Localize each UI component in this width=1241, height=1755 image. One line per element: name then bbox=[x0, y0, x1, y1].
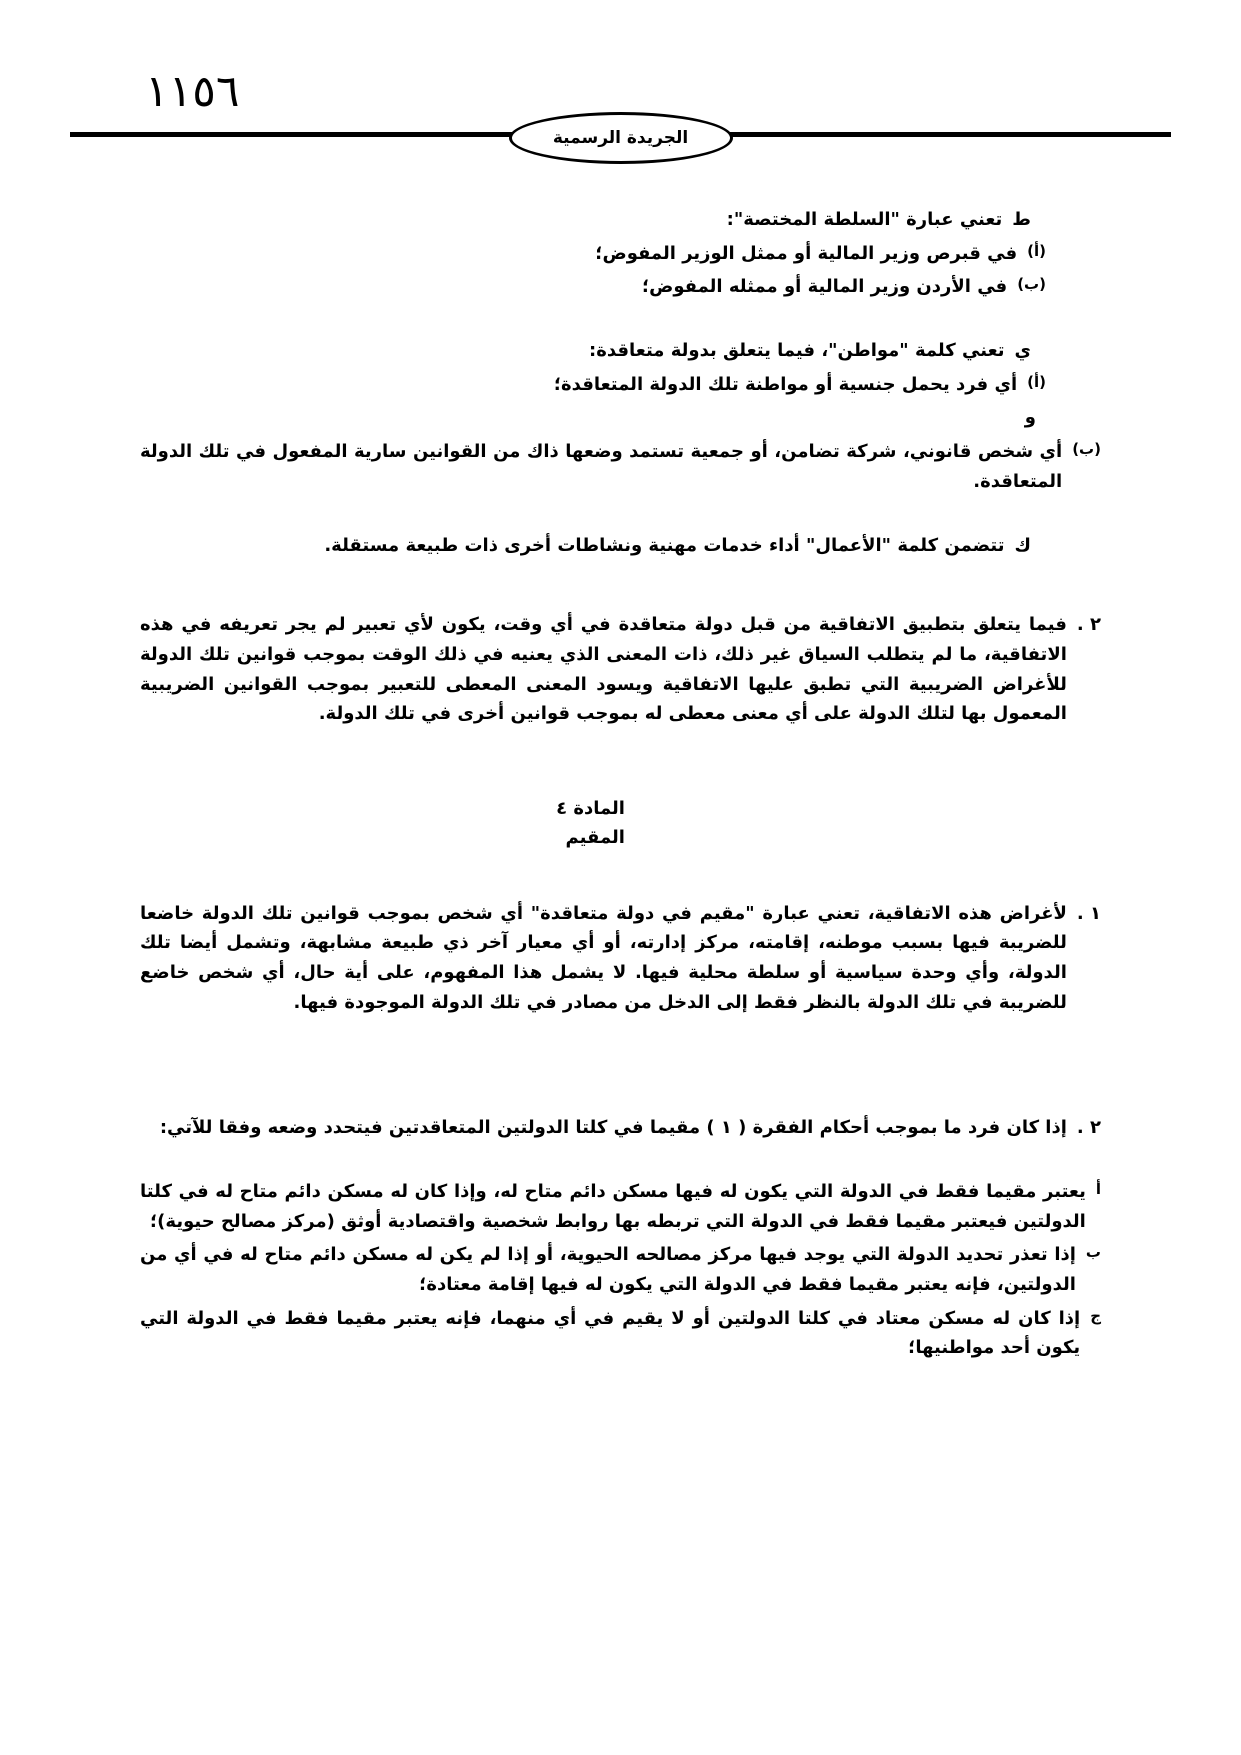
document-body bbox=[140, 205, 1101, 1367]
list-text: تعني كلمة "مواطن"، فيما يتعلق بدولة متعاقدة: bbox=[589, 340, 1005, 362]
list-text: لأغراض هذه الاتفاقية، تعني عبارة "مقيم في دولة متعاقدة" أي شخص بموجب قوانين تلك الدولة خاضعا للضريبة فيها بسبب موطنه، إقامته، مركز إدارته، أو أي معيار آخر ذي طبيعة مشابهة، وتشمل أيضا تلك الدولة، وأي وحدة سياسية أو سلطة محلية فيها. لا يشمل هذا المفهوم، على أية حال، أي شخص خاضع للضريبة في تلك الدولة بالنظر فقط إلى الدخل من مصادر في تلك الدولة الموجودة فيها. bbox=[140, 902, 1067, 1013]
list-text: إذا كان له مسكن معتاد في كلتا الدولتين أو لا يقيم في أي منهما، فإنه يعتبر مقيما فقط في الدولة التي يكون أحد مواطنيها؛ bbox=[140, 1307, 1081, 1359]
list-text: تتضمن كلمة "الأعمال" أداء خدمات مهنية ونشاطات أخرى ذات طبيعة مستقلة. bbox=[324, 534, 1005, 556]
page-number: ١١٥٦ bbox=[145, 66, 240, 117]
list-marker: ط bbox=[1012, 209, 1031, 230]
article-number: المادة ٤ bbox=[556, 797, 625, 819]
list-item bbox=[140, 437, 1101, 496]
list-item bbox=[140, 370, 1046, 400]
list-item bbox=[140, 899, 1101, 1018]
article-title: المقيم bbox=[565, 826, 625, 848]
list-text: في قبرص وزير المالية أو ممثل الوزير المفوض؛ bbox=[595, 242, 1018, 264]
list-item bbox=[140, 1240, 1101, 1299]
list-item bbox=[140, 205, 1031, 235]
list-marker: (أ) bbox=[1027, 372, 1046, 391]
spacer bbox=[140, 1083, 1101, 1113]
list-text: فيما يتعلق بتطبيق الاتفاقية من قبل دولة متعاقدة في أي وقت، يكون لأي تعبير لم يجر تعريفه في هذه الاتفاقية، ما لم يتطلب السياق غير ذلك، ذات المعنى الذي يعنيه في ذلك الوقت بموجب قوانين تلك الدولة للأغراض الضريبية التي تطبق عليها الاتفاقية ويسود المعنى المعطى للتعبير بموجب القوانين الضريبية المعمول بها لتلك الدولة على أي معنى معطى له بموجب قوانين أخرى في تلك الدولة. bbox=[140, 614, 1067, 725]
list-marker bbox=[1036, 403, 1046, 433]
list-marker: ٢ . bbox=[1076, 1117, 1101, 1139]
list-marker: ٢ . bbox=[1076, 614, 1101, 636]
list-text: و bbox=[1024, 407, 1036, 429]
list-marker: ب bbox=[1085, 1243, 1101, 1262]
spacer bbox=[140, 1021, 1101, 1083]
list-item bbox=[140, 1113, 1101, 1143]
list-item bbox=[140, 610, 1101, 729]
list-marker: أ bbox=[1095, 1179, 1101, 1198]
list-marker: (ب) bbox=[1017, 275, 1046, 294]
page-header bbox=[70, 66, 1171, 160]
list-text: إذا تعذر تحديد الدولة التي يوجد فيها مركز مصالحه الحيوية، أو إذا لم يكن له مسكن دائم متاح له في أي من الدولتين، فإنه يعتبر مقيما فقط في الدولة التي يكون له فيها إقامة معتادة؛ bbox=[140, 1244, 1076, 1296]
list-marker: (أ) bbox=[1027, 241, 1046, 260]
list-text: أي فرد يحمل جنسية أو مواطنة تلك الدولة المتعاقدة؛ bbox=[553, 373, 1018, 395]
list-item bbox=[140, 1177, 1101, 1236]
list-text: تعني عبارة "السلطة المختصة": bbox=[726, 209, 1003, 230]
article-heading bbox=[140, 795, 1101, 853]
list-item bbox=[140, 272, 1046, 302]
list-marker: ج bbox=[1090, 1306, 1101, 1325]
list-text: إذا كان فرد ما بموجب أحكام الفقرة ( ١ ) مقيما في كلتا الدولتين المتعاقدتين فيتحدد وضعه وفقا للآتي: bbox=[159, 1117, 1067, 1139]
list-text: أي شخص قانوني، شركة تضامن، أو جمعية تستمد وضعها ذاك من القوانين سارية المفعول في تلك الدولة المتعاقدة. bbox=[140, 441, 1063, 492]
spacer bbox=[140, 733, 1101, 795]
spacer bbox=[140, 853, 1101, 899]
list-marker: ك bbox=[1014, 534, 1031, 556]
list-marker: ١ . bbox=[1076, 902, 1101, 924]
list-text: يعتبر مقيما فقط في الدولة التي يكون له فيها مسكن دائم متاح له، وإذا كان له مسكن دائم متاح له في كلتا الدولتين فيعتبر مقيما فقط في الدولة التي تربطه بها روابط شخصية واقتصادية أوثق (مركز مصالح حيوية)؛ bbox=[140, 1180, 1086, 1232]
list-item bbox=[140, 1304, 1101, 1363]
list-item bbox=[140, 531, 1031, 561]
gazette-badge bbox=[509, 112, 733, 164]
list-item bbox=[140, 239, 1046, 269]
list-item bbox=[140, 403, 1046, 433]
list-text: في الأردن وزير المالية أو ممثله المفوض؛ bbox=[641, 276, 1008, 298]
spacer bbox=[140, 306, 1101, 336]
list-marker: (ب) bbox=[1072, 440, 1101, 459]
spacer bbox=[140, 564, 1101, 610]
spacer bbox=[140, 501, 1101, 531]
list-item bbox=[140, 336, 1031, 366]
list-marker: ي bbox=[1014, 340, 1031, 362]
spacer bbox=[140, 1147, 1101, 1177]
gazette-badge-label: الجريدة الرسمية bbox=[552, 128, 689, 148]
